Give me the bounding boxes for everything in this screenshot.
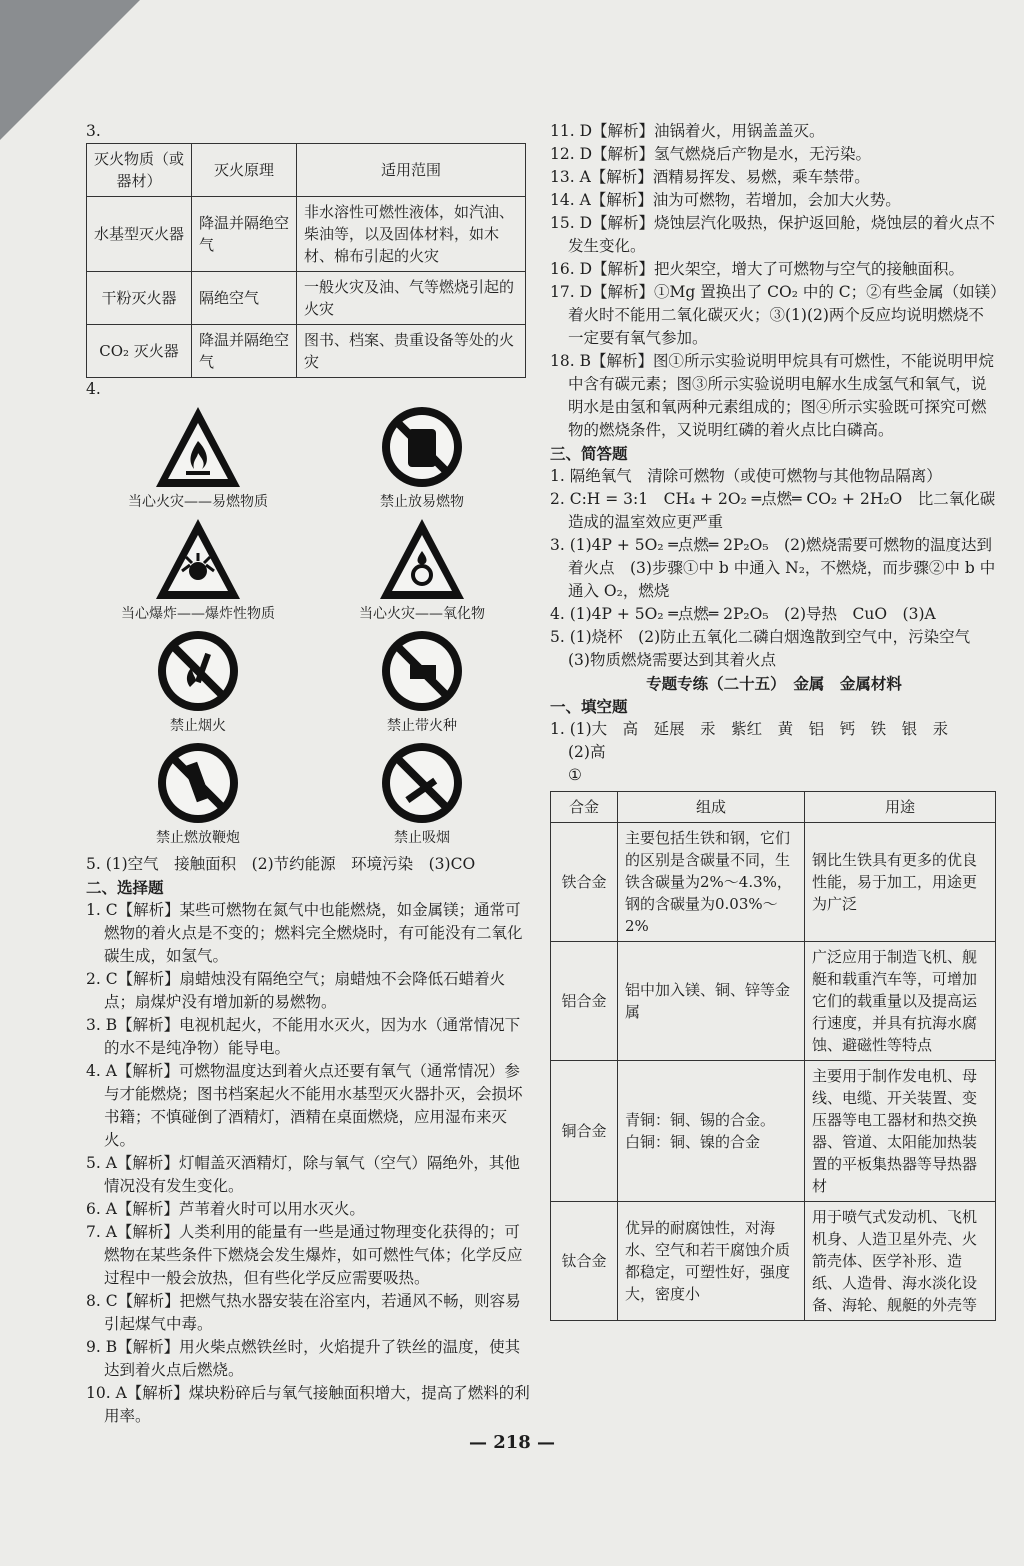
choice-answer: 5. A【解析】灯帽盖灭酒精灯，除与氧气（空气）隔绝外，其他情况没有发生变化。 [86,1154,520,1195]
choice-answer: 1. C【解析】某些可燃物在氮气中也能燃烧，如金属镁；通常可燃物的着火点是不变的；燃料完全燃烧时，有可能没有二氧化碳生成，如氢气。 [86,901,523,965]
table-header: 灭火物质（或器材） [87,144,192,197]
sign-no-matches [310,627,534,735]
page-number: — 218 — [468,1432,556,1453]
choice-answer: 11. D【解析】油锅着火，用锅盖盖灭。 [550,122,825,140]
table-cell: 主要包括生铁和钢，它们的区别是含碳量不同，生铁含碳量为2%～4.3%，钢的含碳量为0.03%～2% [618,823,805,942]
table-cell: 铜合金 [551,1061,618,1202]
question-4-label: 4. [86,380,101,398]
choice-answer: 7. A【解析】人类利用的能量有一些是通过物理变化获得的；可燃物在某些条件下燃烧会发生爆炸，如可燃性气体；化学反应过程中一般会放热，但有些化学反应需要吸热。 [86,1223,523,1287]
table-cell: 钛合金 [551,1202,618,1321]
table-row [87,325,526,378]
section-heading: 二、选择题 [86,878,164,897]
table-row [87,197,526,272]
sign-label: 当心火灾——易燃物质 [128,494,268,510]
no-flammables-icon [376,403,468,491]
choice-answer: 8. C【解析】把燃气热水器安装在浴室内，若通风不畅，则容易引起煤气中毒。 [86,1292,521,1333]
question-5-answer: 5. (1)空气 接触面积 (2)节约能源 环境污染 (3)CO [86,855,476,873]
choice-answer: 13. A【解析】酒精易挥发、易燃，乘车禁带。 [550,168,870,186]
table-row [551,942,996,1061]
table-cell: 广泛应用于制造飞机、舰艇和载重汽车等，可增加它们的载重量以及提高运行速度，并具有抗海水腐蚀、避磁性等特点 [805,942,996,1061]
choice-answer: 16. D【解析】把火架空，增大了可燃物与空气的接触面积。 [550,260,965,278]
choice-answer: 18. B【解析】图①所示实验说明甲烷具有可燃性，不能说明甲烷中含有碳元素；图③所示实验说明电解水生成氢气和氧气，说明水是由氢和氧两种元素组成的；图④所示实验既可探究可燃物的燃烧条件，又说明红磷的着火点比白磷高。 [550,352,994,439]
topic-title: 专题专练（二十五） 金属 金属材料 [646,674,902,693]
table-cell: 优异的耐腐蚀性，对海水、空气和若干腐蚀介质都稳定，可塑性好，强度大，密度小 [618,1202,805,1321]
table-row [87,272,526,325]
sign-label: 禁止带火种 [387,718,457,734]
page-corner-fold [0,0,140,140]
table-cell: 降温并隔绝空气 [192,325,297,378]
choice-answer: 3. B【解析】电视机起火，不能用水灭火，因为水（通常情况下的水不是纯净物）能导电。 [86,1016,521,1057]
table-cell: 一般火灾及油、气等燃烧引起的火灾 [297,272,526,325]
fill-answer: 1. (1)大 高 延展 汞 紫红 黄 铝 钙 铁 银 汞 [550,720,949,738]
no-fire-icon [152,627,244,715]
explosive-warning-icon [152,515,244,603]
sign-no-smoking [310,739,534,847]
choice-answer: 17. D【解析】①Mg 置换出了 CO₂ 中的 C；②有些金属（如镁）着火时不能用二氧化碳灭火；③(1)(2)两个反应均说明燃烧不一定要有氧气参加。 [550,283,998,347]
sign-no-firecrackers [86,739,310,847]
fill-answer: ① [568,766,582,784]
choice-answer: 12. D【解析】氢气燃烧后产物是水，无污染。 [550,145,872,163]
sign-label: 当心爆炸——爆炸性物质 [121,606,275,622]
oxidizer-warning-icon [376,515,468,603]
sign-flammable [86,403,310,511]
fire-extinguisher-table [86,143,526,378]
flammable-warning-icon [152,403,244,491]
table-cell: 隔绝空气 [192,272,297,325]
short-answer: 1. 隔绝氧气 清除可燃物（或使可燃物与其他物品隔离） [550,467,942,485]
table-cell: 主要用于制作发电机、母线、电缆、开关装置、变压器等电工器材和热交换器、管道、太阳能加热装置的平板集热器等导热器材 [805,1061,996,1202]
sign-label: 禁止燃放鞭炮 [156,830,240,846]
choice-answer: 10. A【解析】煤块粉碎后与氧气接触面积增大，提高了燃料的利用率。 [86,1384,530,1425]
section-heading: 一、填空题 [550,697,628,716]
short-answer: 3. (1)4P + 5O₂ ═点燃═ 2P₂O₅ (2)燃烧需要可燃物的温度达到着火点 (3)步骤①中 b 中通入 N₂，不燃烧，而步骤②中 b 中通入 O₂，燃烧 [550,536,996,600]
fill-answer: (2)高 [568,743,606,761]
left-column [86,120,534,1428]
table-cell: 非水溶性可燃性液体，如汽油、柴油等，以及固体材料，如木材、棉布引起的火灾 [297,197,526,272]
short-answer: 4. (1)4P + 5O₂ ═点燃═ 2P₂O₅ (2)导热 CuO (3)A [550,605,936,623]
sign-no-fire [86,627,310,735]
section-heading: 三、简答题 [550,444,628,463]
table-header: 适用范围 [297,144,526,197]
sign-label: 禁止烟火 [170,718,226,734]
table-row [551,1061,996,1202]
table-cell: CO₂ 灭火器 [87,325,192,378]
table-cell: 铝合金 [551,942,618,1061]
sign-no-flammables [310,403,534,511]
sign-label: 禁止吸烟 [394,830,450,846]
alloy-table [550,791,996,1321]
table-cell: 青铜：铜、锡的合金。 白铜：铜、镍的合金 [618,1061,805,1202]
choice-answer: 9. B【解析】用火柴点燃铁丝时，火焰提升了铁丝的温度，使其达到着火点后燃烧。 [86,1338,521,1379]
no-smoking-icon [376,739,468,827]
sign-label: 当心火灾——氧化物 [359,606,485,622]
table-row [551,823,996,942]
table-header: 用途 [805,792,996,823]
short-answer: 5. (1)烧杯 (2)防止五氧化二磷白烟逸散到空气中，污染空气 (3)物质燃烧需要达到其着火点 [550,628,986,669]
table-cell: 铝中加入镁、铜、锌等金属 [618,942,805,1061]
table-cell: 降温并隔绝空气 [192,197,297,272]
sign-explosive [86,515,310,623]
table-header: 灭火原理 [192,144,297,197]
choice-answer: 4. A【解析】可燃物温度达到着火点还要有氧气（通常情况）参与才能燃烧；图书档案起火不能用水基型灭火器扑灭，会损坏书籍；不慎碰倒了酒精灯，酒精在桌面燃烧，应用湿布来灭火。 [86,1062,523,1149]
table-cell: 图书、档案、贵重设备等处的火灾 [297,325,526,378]
table-cell: 钢比生铁具有更多的优良性能，易于加工，用途更为广泛 [805,823,996,942]
sign-label: 禁止放易燃物 [380,494,464,510]
choice-answer: 6. A【解析】芦苇着火时可以用水灭火。 [86,1200,365,1218]
table-cell: 干粉灭火器 [87,272,192,325]
right-column [550,120,998,1321]
no-matches-icon [376,627,468,715]
choice-answer: 15. D【解析】烧蚀层汽化吸热，保护返回舱，烧蚀层的着火点不发生变化。 [550,214,996,255]
no-firecrackers-icon [152,739,244,827]
short-answer: 2. C:H = 3:1 CH₄ + 2O₂ ═点燃═ CO₂ + 2H₂O 比二氧化碳造成的温室效应更严重 [550,490,996,531]
table-cell: 铁合金 [551,823,618,942]
sign-oxidizer [310,515,534,623]
table-cell: 用于喷气式发动机、飞机机身、人造卫星外壳、火箭壳体、医学补形、造纸、人造骨、海水淡化设备、海轮、舰艇的外壳等 [805,1202,996,1321]
table-cell: 水基型灭火器 [87,197,192,272]
safety-signs-grid [86,403,534,847]
question-3-label: 3. [86,122,101,140]
table-header: 组成 [618,792,805,823]
table-header: 合金 [551,792,618,823]
table-row [551,1202,996,1321]
choice-answer: 14. A【解析】油为可燃物，若增加，会加大火势。 [550,191,901,209]
choice-answer: 2. C【解析】扇蜡烛没有隔绝空气；扇蜡烛不会降低石蜡着火点；扇煤炉没有增加新的易燃物。 [86,970,506,1011]
